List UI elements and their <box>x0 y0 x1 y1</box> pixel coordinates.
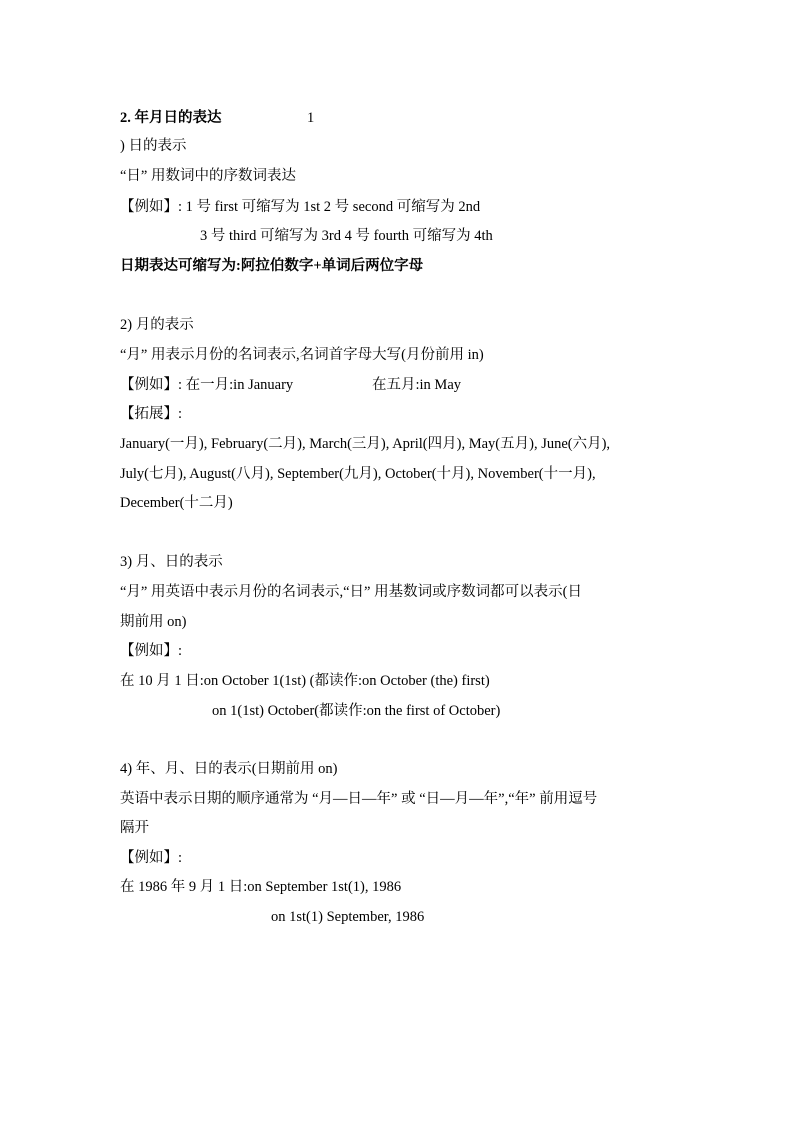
rule-line: 日期表达可缩写为:阿拉伯数字+单词后两位字母 <box>120 258 424 274</box>
text-line: 隔开 <box>120 820 149 836</box>
text-line: 期前用 on) <box>120 614 187 630</box>
example-line: 在五月:in May <box>372 377 462 393</box>
text-line: “月” 用英语中表示月份的名词表示,“日” 用基数词或序数词都可以表示(日 <box>120 584 582 600</box>
subsection-title-month: 2) 月的表示 <box>120 317 194 333</box>
month-list-line: July(七月), August(八月), September(九月), October(十月), November(十一月), <box>120 466 596 482</box>
example-line: 在 10 月 1 日:on October 1(1st) (都读作:on October (the) first) <box>120 673 490 689</box>
subsection-title-year-month-day: 4) 年、月、日的表示(日期前用 on) <box>120 761 338 777</box>
example-line: 在 1986 年 9 月 1 日:on September 1st(1), 1986 <box>120 879 402 895</box>
example-label: 【例如】: <box>120 643 183 659</box>
section-heading-number: 1 <box>307 110 315 126</box>
example-line: 【例如】: 1 号 first 可缩写为 1st 2 号 second 可缩写为 2nd <box>120 199 481 215</box>
text-line: “月” 用表示月份的名词表示,名词首字母大写(月份前用 in) <box>120 347 484 363</box>
subsection-title-month-day: 3) 月、日的表示 <box>120 554 223 570</box>
example-line: on 1(1st) October(都读作:on the first of October) <box>212 703 501 719</box>
expand-label: 【拓展】: <box>120 406 183 422</box>
text-line: “日” 用数词中的序数词表达 <box>120 168 296 184</box>
example-line: 【例如】: 在一月:in January <box>120 377 294 393</box>
text-line: 英语中表示日期的顺序通常为 “月—日—年” 或 “日—月—年”,“年” 前用逗号 <box>120 791 598 807</box>
month-list-line: December(十二月) <box>120 495 233 511</box>
section-heading: 2. 年月日的表达 <box>120 110 222 126</box>
example-line: on 1st(1) September, 1986 <box>271 909 425 925</box>
subsection-title-day: ) 日的表示 <box>120 138 187 154</box>
example-line: 3 号 third 可缩写为 3rd 4 号 fourth 可缩写为 4th <box>200 228 493 244</box>
example-label: 【例如】: <box>120 850 183 866</box>
month-list-line: January(一月), February(二月), March(三月), April(四月), May(五月), June(六月), <box>120 436 611 452</box>
